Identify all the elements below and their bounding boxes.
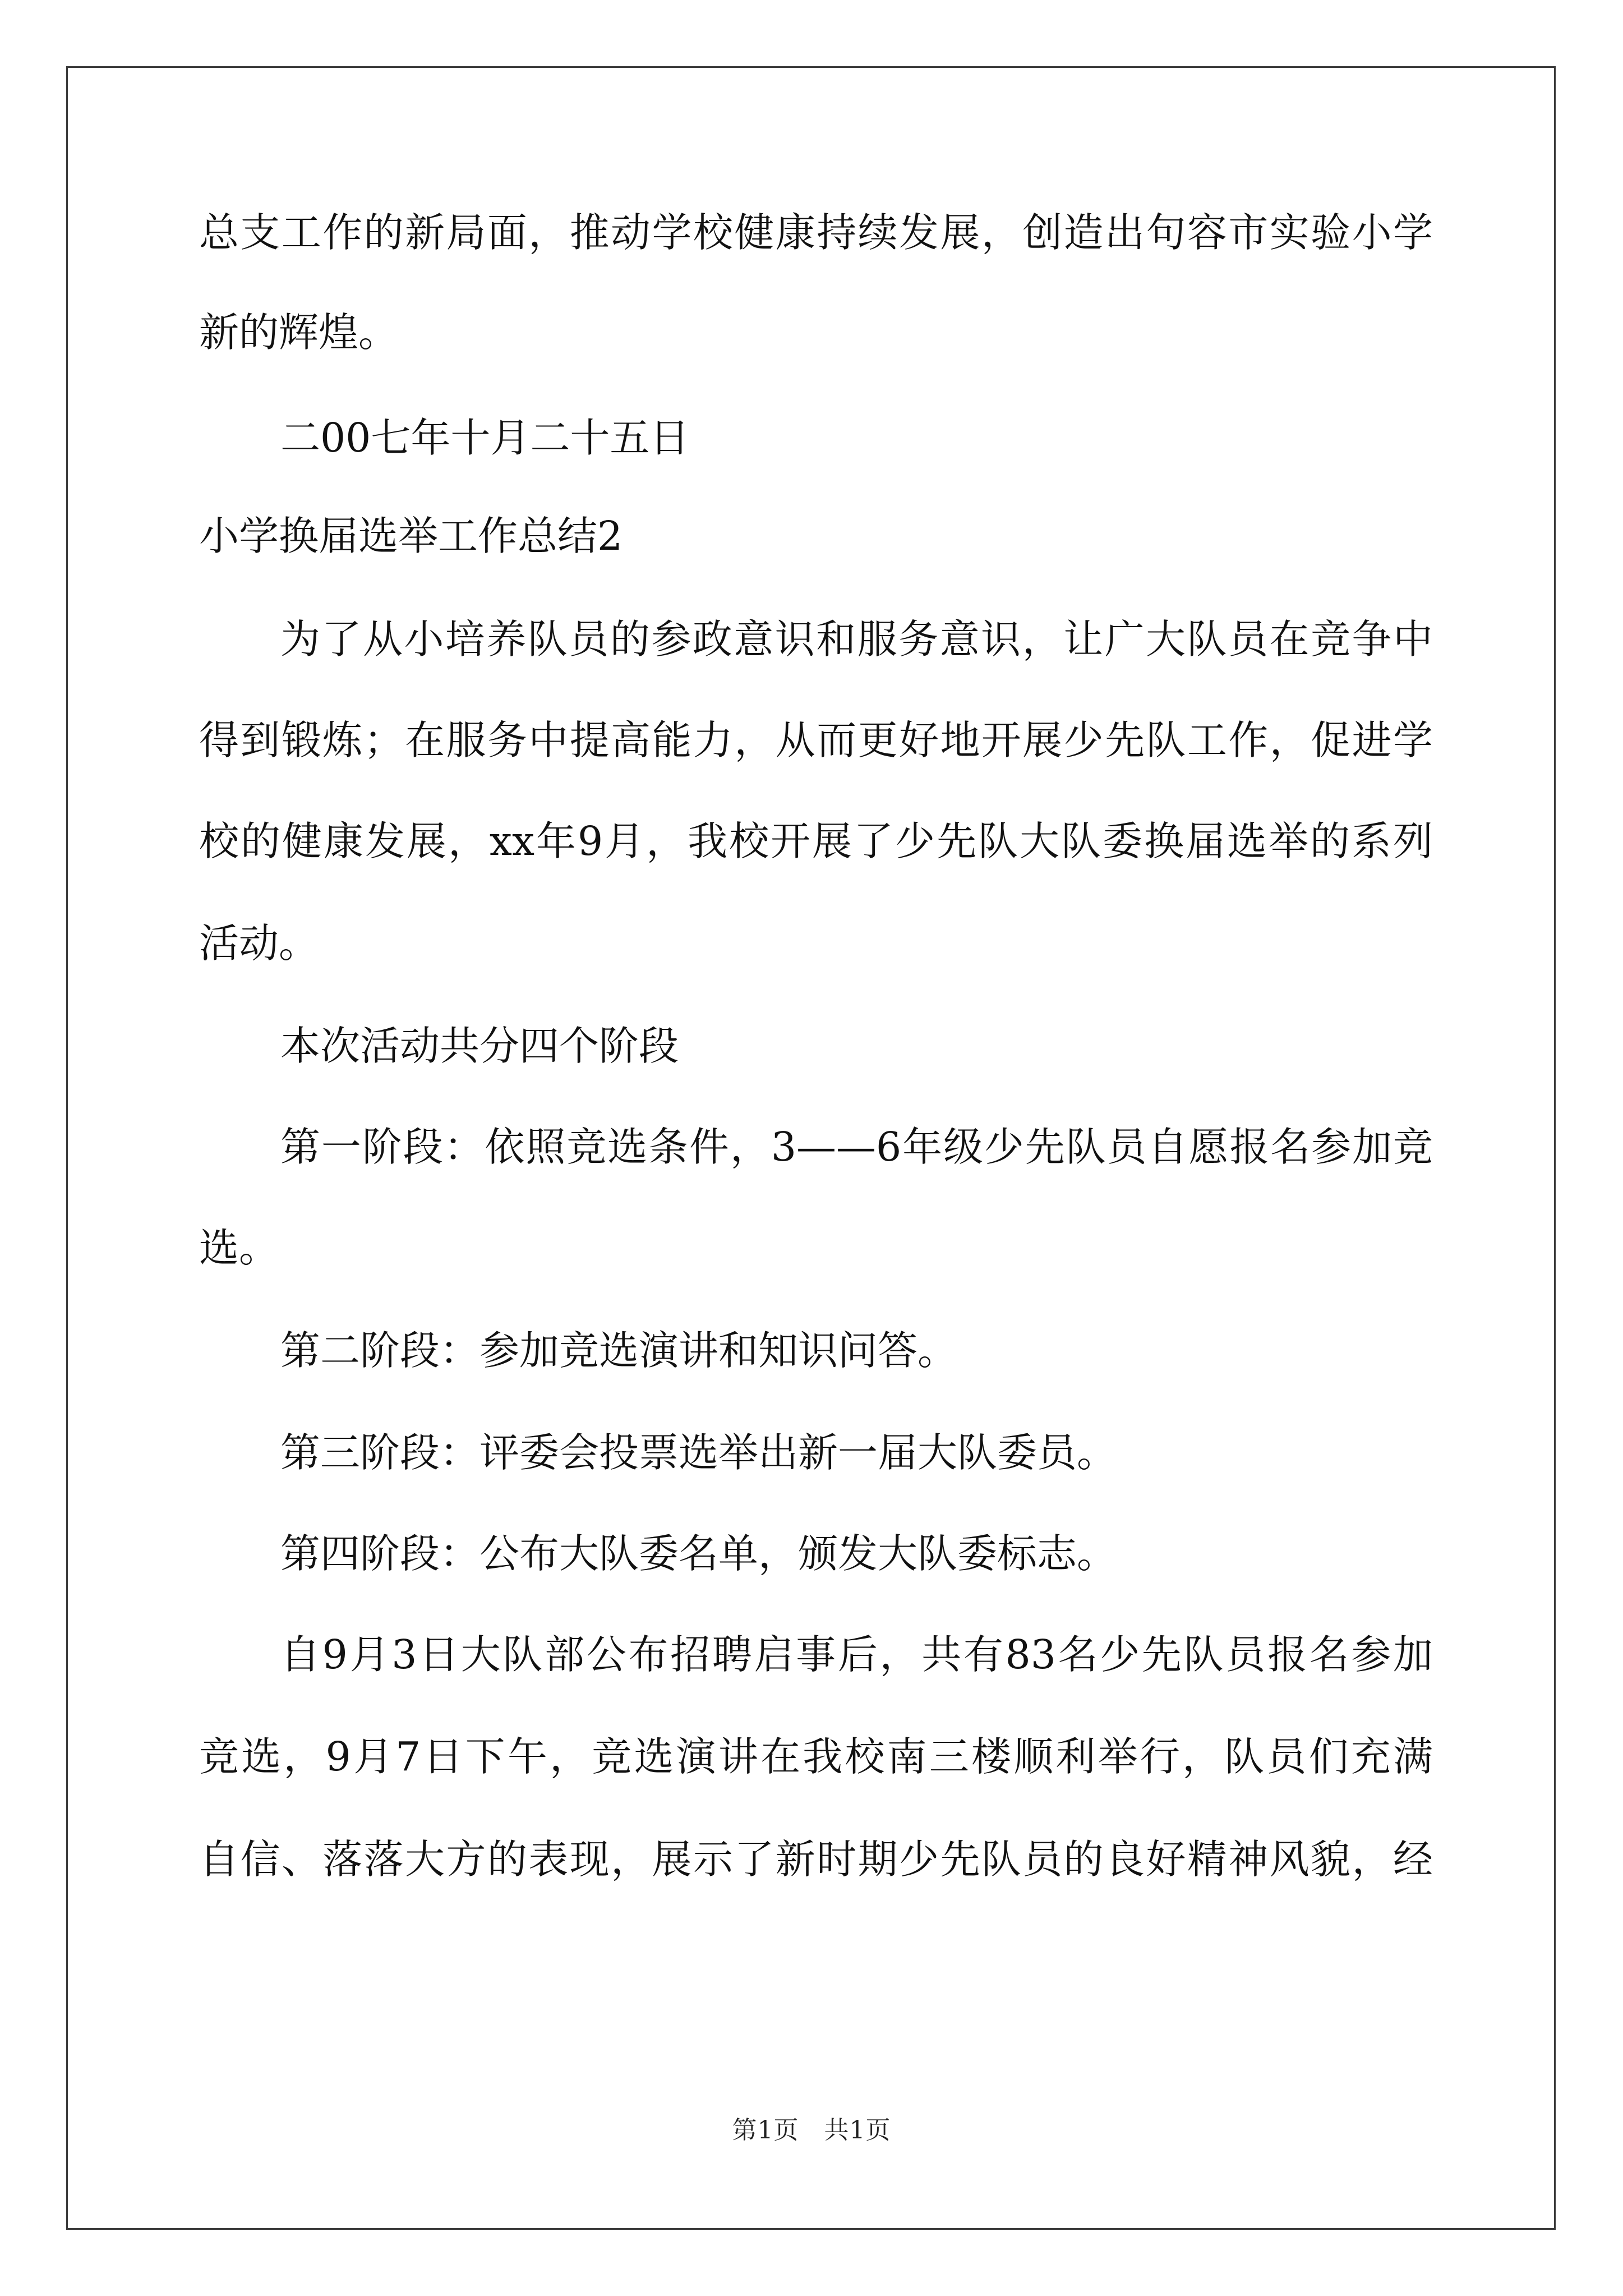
paragraph-line: 第四阶段：公布大队委名单，颁发大队委标志。 — [280, 1530, 1117, 1577]
page-footer: 第1页 共1页 — [732, 2116, 891, 2145]
paragraph-line: 总支工作的新局面，推动学校健康持续发展，创造出句容市实验小学 — [199, 209, 1433, 256]
paragraph-line: 第一阶段：依照竞选条件，3——6年级少先队员自愿报名参加竞 — [280, 1124, 1433, 1170]
paragraph-line: 活动。 — [199, 920, 319, 967]
paragraph-line: 本次活动共分四个阶段 — [280, 1023, 679, 1069]
date-line: 二00七年十月二十五日 — [280, 415, 690, 461]
paragraph-line: 为了从小培养队员的参政意识和服务意识，让广大队员在竞争中 — [280, 616, 1433, 662]
paragraph-line: 新的辉煌。 — [199, 309, 399, 356]
section-heading: 小学换届选举工作总结2 — [199, 513, 623, 559]
paragraph-line: 得到锻炼；在服务中提高能力，从而更好地开展少先队工作，促进学 — [199, 717, 1433, 763]
paragraph-line: 自9月3日大队部公布招聘启事后，共有83名少先队员报名参加 — [280, 1631, 1433, 1678]
paragraph-line: 选。 — [199, 1225, 279, 1271]
paragraph-line: 第二阶段：参加竞选演讲和知识问答。 — [280, 1327, 958, 1374]
paragraph-line: 竞选，9月7日下午，竞选演讲在我校南三楼顺利举行，队员们充满 — [199, 1733, 1433, 1780]
paragraph-line: 自信、落落大方的表现，展示了新时期少先队员的良好精神风貌，经 — [199, 1836, 1433, 1883]
paragraph-line: 第三阶段：评委会投票选举出新一届大队委员。 — [280, 1429, 1117, 1476]
paragraph-line: 校的健康发展，xx年9月，我校开展了少先队大队委换届选举的系列 — [199, 818, 1433, 864]
